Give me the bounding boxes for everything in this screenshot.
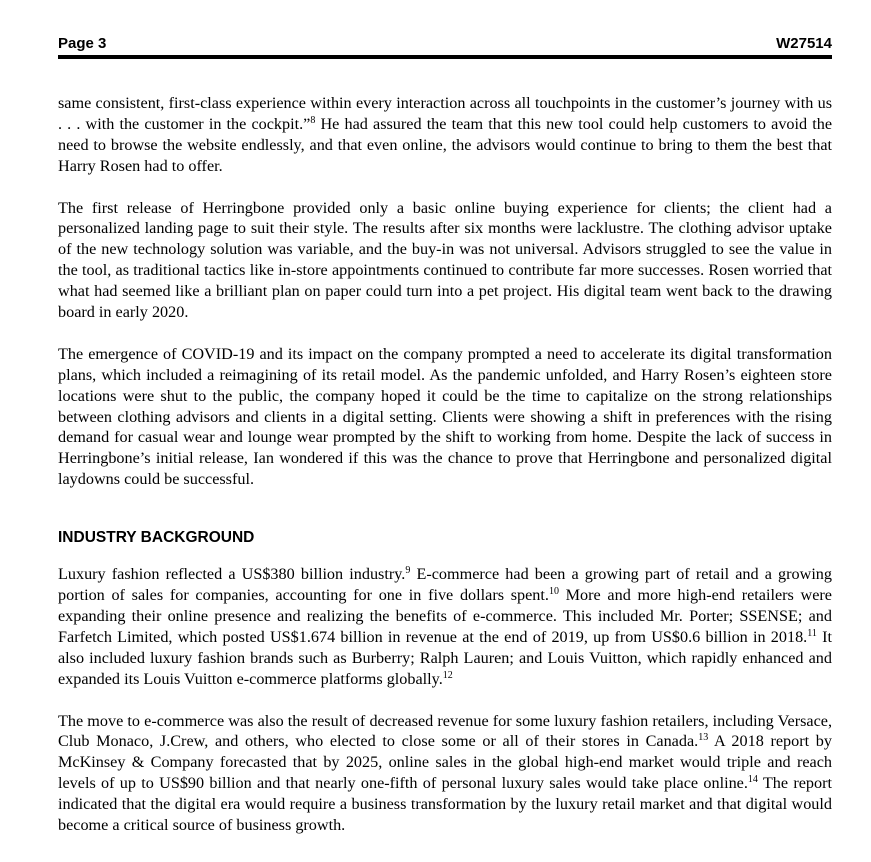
body-text xyxy=(58,93,832,836)
paragraph-text: The emergence of COVID-19 and its impact on the company prompted a need to accelerate its digital transformation plans, which included a reimagining of its retail model. As the pandemic unfolded, and Harry Rosen’s eighteen store locations were shut to the public, the company hoped it could be the time to capitalize on the strong relationships between clothing advisors and clients in a digital setting. Clients were showing a shift in preferences with the rising demand for casual wear and lounge wear prompted by the shift to working from home. Despite the lack of success in Herringbone’s initial release, Ian wondered if this was the chance to prove that Herringbone and personalized digital laydowns could be successful. xyxy=(58,344,832,489)
paragraph xyxy=(58,564,832,689)
header-rule xyxy=(58,55,832,59)
footnote-marker: 9 xyxy=(405,565,411,577)
paragraph-text: Luxury fashion reflected a US$380 billion industry. xyxy=(58,565,406,584)
paragraph-text: A 2018 report by McKinsey & Company forecasted that by 2025, online sales in the global high-end market would triple and reach levels of up to US$90 billion and that nearly one-fifth of personal luxury sales would take place online. xyxy=(58,732,832,793)
paragraph-text: The first release of Herringbone provided only a basic online buying experience for clients; the client had a personalized landing page to suit their style. The results after six months were lacklustre. The clothing advisor uptake of the new technology solution was variable, and the buy-in was not universal. Advisors struggled to see the value in the tool, as traditional tactics like in-store appointments continued to contribute far more successes. Rosen worried that what had seemed like a brilliant plan on paper could turn into a pet project. His digital team went back to the drawing board in early 2020. xyxy=(58,198,832,322)
paragraph xyxy=(58,198,832,323)
footnote-marker: 12 xyxy=(442,669,453,681)
paragraph-text: The move to e-commerce was also the result of decreased revenue for some luxury fashion retailers, including Versace, Club Monaco, J.Crew, and others, who elected to close some or all of their stores in Canada. xyxy=(58,711,832,751)
footnote-marker: 10 xyxy=(548,586,559,598)
page-header xyxy=(58,35,832,55)
page-number: Page 3 xyxy=(58,35,107,52)
paragraph-text: E-commerce had been a growing part of retail and a growing portion of sales for companies, accounting for one in five dollars spent. xyxy=(58,565,832,605)
paragraph xyxy=(58,93,832,177)
footnote-marker: 14 xyxy=(747,774,758,786)
paragraph-text: He had assured the team that this new tool could help customers to avoid the need to browse the website endlessly, and that even online, the advisors would continue to bring to them the best that Harry Rosen had to offer. xyxy=(58,114,833,175)
case-id: W27514 xyxy=(776,35,832,52)
paragraph-text: More and more high-end retailers were expanding their online presence and realizing the benefits of e-commerce. This included Mr. Porter; SSENSE; and Farfetch Limited, which posted US$1.674 billion in revenue at the end of 2019, up from US$0.6 billion in 2018. xyxy=(58,586,832,646)
footnote-marker: 11 xyxy=(807,627,817,639)
paragraph-text: It also included luxury fashion brands such as Burberry; Ralph Lauren; and Louis Vuitton, which rapidly enhanced and expanded its Louis Vuitton e-commerce platforms globally. xyxy=(58,627,832,688)
paragraph xyxy=(58,711,832,836)
paragraph xyxy=(58,344,832,490)
section-heading: INDUSTRY BACKGROUND xyxy=(58,529,255,547)
paragraph-text: same consistent, first-class experience within every interaction across all touchpoints in the customer’s journey with us . . . with the customer in the cockpit.” xyxy=(58,94,832,133)
paragraph-text: The report indicated that the digital era would require a business transformation by the luxury retail market and that digital would become a critical source of business growth. xyxy=(58,774,832,835)
footnote-marker: 8 xyxy=(310,114,316,126)
footnote-marker: 13 xyxy=(698,732,709,744)
